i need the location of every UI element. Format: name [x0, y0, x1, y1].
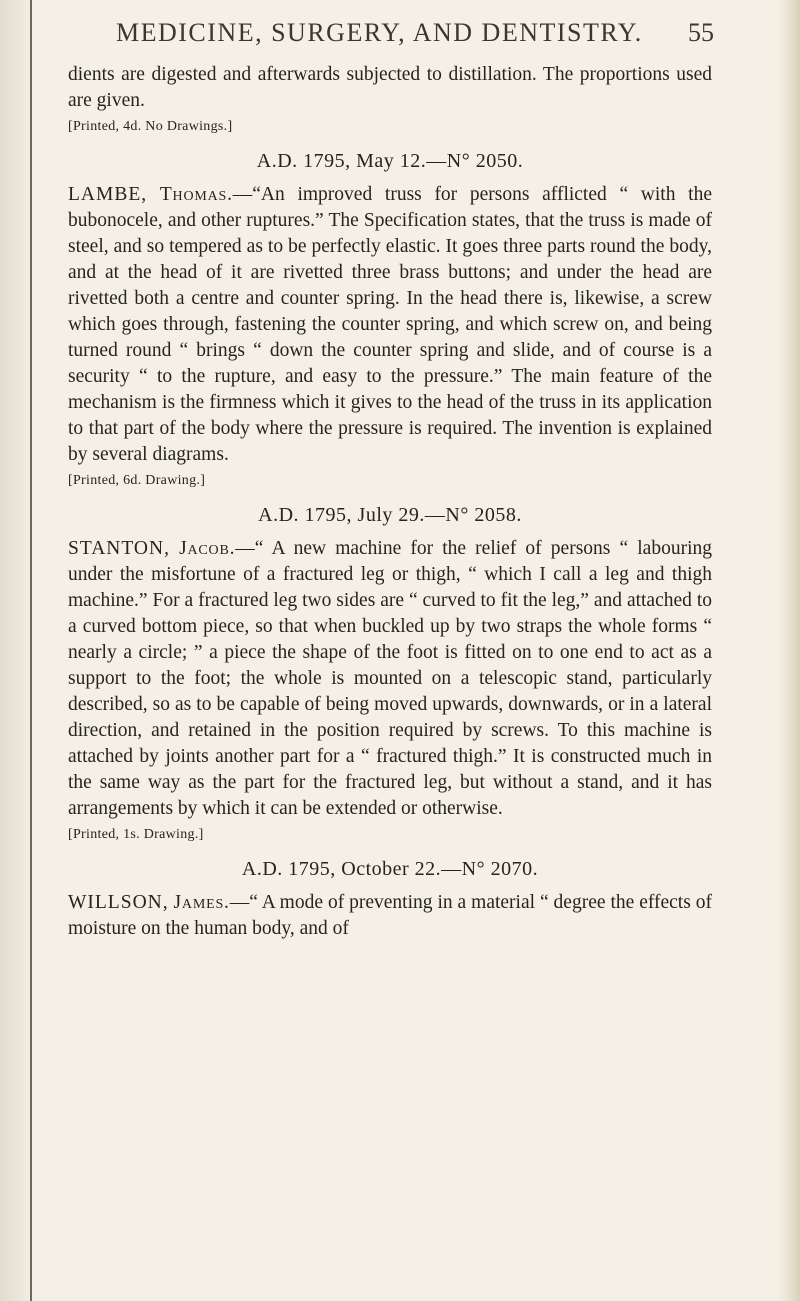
patent-entry [68, 502, 712, 846]
patent-entry [68, 148, 712, 492]
patentee-forename: James. [173, 892, 230, 913]
patentee-surname: STANTON, [68, 538, 170, 559]
running-title: MEDICINE, SURGERY, AND DENTISTRY. [116, 18, 643, 47]
patentee-surname: LAMBE, [68, 184, 148, 205]
entry-body [68, 536, 712, 822]
patent-entry [68, 856, 712, 942]
printed-note: [Printed, 1s. Drawing.] [68, 827, 204, 842]
entry-description: —“An improved truss for persons afflicted “ with the bubonocele, and other ruptures.” The Specification states, that the truss is made of steel, and so tempered as to be perfectly elastic. It goes three parts round the body, and at the head of it are rivetted three brass buttons; and under the head are rivetted both a centre and counter spring. In the head there is, likewise, a screw which goes through, fastening the counter spring, and which screw on, and being turned round “ brings “ down the counter spring and slide, and of course is a security “ to the rupture, and easy to the pressure.” The main feature of the mechanism is the firmness which it gives to the head of the truss in its application to that part of the body where the pressure is required. The invention is explained by several diagrams. [68, 184, 713, 465]
printed-note: [Printed, 4d. No Drawings.] [68, 119, 233, 134]
page-binding-shadow [0, 0, 34, 1301]
continuation-text: dients are digested and afterwards subjected to distillation. The proportions used are given. [68, 64, 712, 111]
entry-description: —“ A mode of preventing in a material “ degree the effects of moisture on the human body, and of [68, 892, 712, 939]
entry-description: —“ A new machine for the relief of persons “ labouring under the misfortune of a fractured leg or thigh, “ which I call a leg and thigh machine.” For a fractured leg two sides are “ curved to fit the leg,” and attached to a curved bottom piece, so that when buckled up by two straps the whole forms “ nearly a circle; ” a piece the shape of the foot is fitted on to one end to act as a support to the foot; the whole is mounted on a telescopic stand, particularly described, so as to be capable of being moved upwards, downwards, or in a lateral direction, and retained in the position required by screws. To this machine is attached by joints another part for a “ fractured thigh.” It is constructed much in the same way as the part for the fractured leg, but without a stand, and it has arrangements by which it can be extended or otherwise. [68, 538, 712, 819]
patentee-forename: Jacob. [179, 538, 236, 559]
running-head [68, 18, 712, 62]
page-number: 55 [688, 18, 714, 47]
continuation-block [68, 62, 712, 138]
page-right-edge [778, 0, 800, 1301]
printed-note: [Printed, 6d. Drawing.] [68, 473, 206, 488]
entry-body [68, 182, 712, 468]
entry-heading: A.D. 1795, May 12.—N° 2050. [256, 150, 524, 172]
patentee-forename: Thomas. [159, 184, 233, 205]
entry-heading: A.D. 1795, July 29.—N° 2058. [258, 504, 522, 526]
page-binding-edge [30, 0, 32, 1301]
entry-body [68, 890, 712, 942]
entry-heading: A.D. 1795, October 22.—N° 2070. [241, 858, 539, 880]
patentee-surname: WILLSON, [68, 892, 169, 913]
page-content [68, 18, 712, 942]
